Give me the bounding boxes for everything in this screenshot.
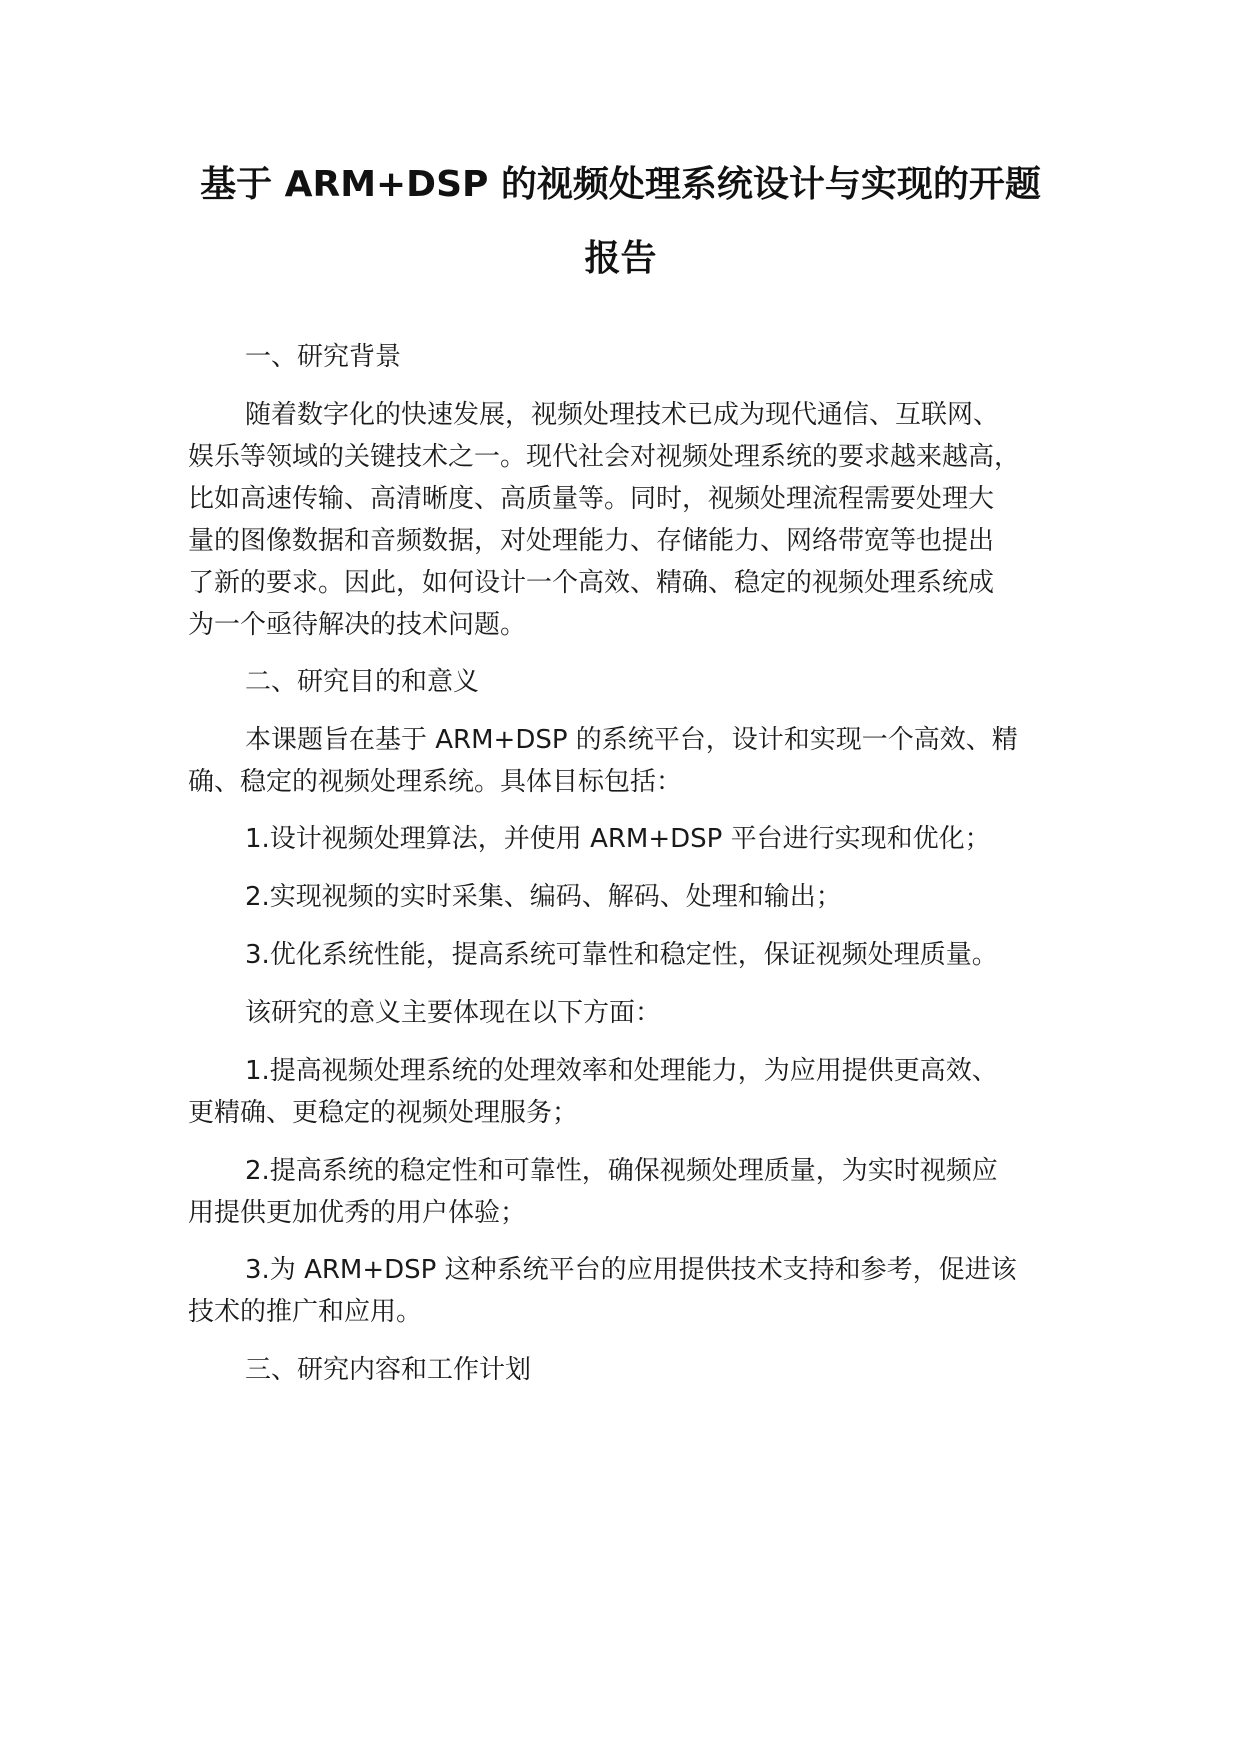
section-1-paragraph-line: 随着数字化的快速发展，视频处理技术已成为现代通信、互联网、 [245,400,1000,430]
section-1-paragraph-line: 比如高速传输、高清晰度、高质量等。同时，视频处理流程需要处理大 [188,484,995,514]
section-2-intro-line: 本课题旨在基于 ARM+DSP 的系统平台，设计和实现一个高效、精 [245,725,1018,755]
section-1-paragraph-line: 为一个亟待解决的技术问题。 [188,610,527,640]
goal-item: 1.设计视频处理算法，并使用 ARM+DSP 平台进行实现和优化； [245,824,991,854]
goal-item: 3.优化系统性能，提高系统可靠性和稳定性，保证视频处理质量。 [245,940,998,970]
significance-item-line: 更精确、更稳定的视频处理服务； [188,1098,579,1128]
document-title-line-1: 基于 ARM+DSP 的视频处理系统设计与实现的开题 [200,164,1041,205]
section-1-paragraph-line: 娱乐等领域的关键技术之一。现代社会对视频处理系统的要求越来越高， [188,442,1021,472]
section-1-paragraph-line: 了新的要求。因此，如何设计一个高效、精确、稳定的视频处理系统成 [188,568,995,598]
goal-item: 2.实现视频的实时采集、编码、解码、处理和输出； [245,882,842,912]
significance-item-line: 技术的推广和应用。 [188,1297,423,1327]
significance-item-line: 1.提高视频处理系统的处理效率和处理能力，为应用提供更高效、 [245,1056,998,1086]
section-1-heading: 一、研究背景 [245,342,402,372]
significance-item-line: 3.为 ARM+DSP 这种系统平台的应用提供技术支持和参考，促进该 [245,1255,1017,1285]
section-1-paragraph-line: 量的图像数据和音频数据，对处理能力、存储能力、网络带宽等也提出 [188,526,995,556]
section-3-heading: 三、研究内容和工作计划 [245,1355,532,1385]
significance-item-line: 用提供更加优秀的用户体验； [188,1198,527,1228]
significance-intro: 该研究的意义主要体现在以下方面： [245,998,662,1028]
section-2-heading: 二、研究目的和意义 [245,667,480,697]
significance-item-line: 2.提高系统的稳定性和可靠性，确保视频处理质量，为实时视频应 [245,1156,998,1186]
document-title-line-2: 报告 [584,238,657,279]
section-2-intro-line: 确、稳定的视频处理系统。具体目标包括： [188,767,683,797]
